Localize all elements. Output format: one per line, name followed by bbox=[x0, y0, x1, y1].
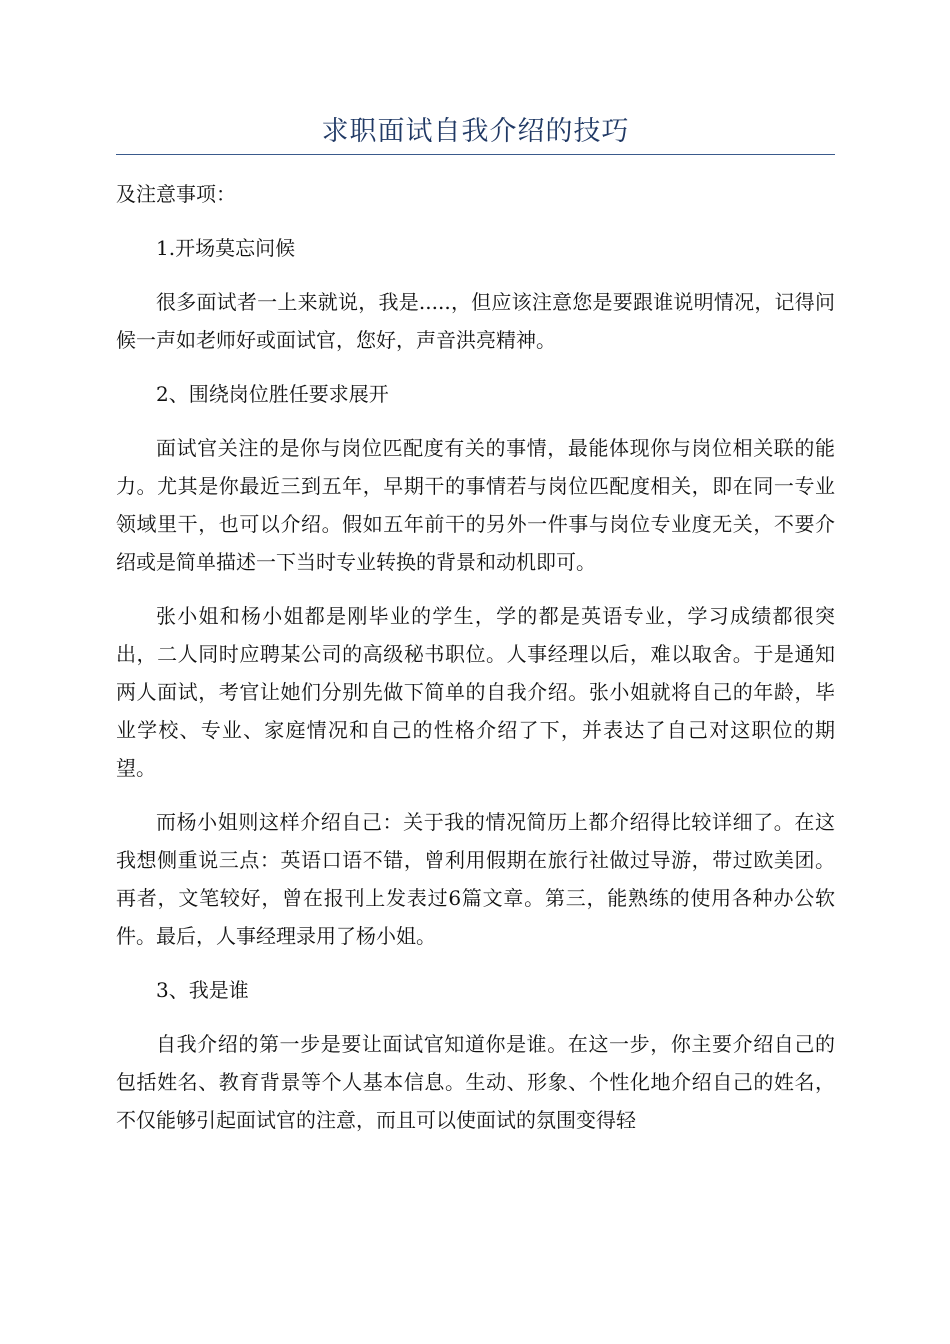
paragraph-intro: 及注意事项： bbox=[116, 182, 236, 206]
paragraph: 面试官关注的是你与岗位匹配度有关的事情，最能体现你与岗位相关联的能力。尤其是你最近三到五年，早期干的事情若与岗位匹配度相关，即在同一专业领域里干，也可以介绍。假如五年前干的另外一件事与岗位专业度无关，不要介绍或是简单描述一下当时专业转换的背景和动机即可。 bbox=[116, 436, 835, 574]
section-heading-1: 1.开场莫忘问候 bbox=[156, 236, 296, 260]
document-body bbox=[116, 175, 835, 1155]
section-heading-3: 3、我是谁 bbox=[156, 978, 249, 1002]
paragraph: 自我介绍的第一步是要让面试官知道你是谁。在这一步，你主要介绍自己的包括姓名、教育背景等个人基本信息。生动、形象、个性化地介绍自己的姓名，不仅能够引起面试官的注意，而且可以使面试的氛围变得轻 bbox=[116, 1032, 835, 1132]
paragraph: 张小姐和杨小姐都是刚毕业的学生，学的都是英语专业，学习成绩都很突出，二人同时应聘某公司的高级秘书职位。人事经理以后，难以取舍。于是通知两人面试，考官让她们分别先做下简单的自我介绍。张小姐就将自己的年龄，毕业学校、专业、家庭情况和自己的性格介绍了下，并表达了自己对这职位的期望。 bbox=[116, 604, 835, 780]
paragraph: 而杨小姐则这样介绍自己：关于我的情况简历上都介绍得比较详细了。在这我想侧重说三点：英语口语不错，曾利用假期在旅行社做过导游，带过欧美团。再者，文笔较好，曾在报刊上发表过6篇文章。第三，能熟练的使用各种办公软件。最后，人事经理录用了杨小姐。 bbox=[116, 810, 835, 948]
section-heading-2: 2、围绕岗位胜任要求展开 bbox=[156, 382, 389, 406]
title-underline bbox=[116, 154, 835, 155]
paragraph: 很多面试者一上来就说，我是.....，但应该注意您是要跟谁说明情况，记得问候一声如老师好或面试官，您好，声音洪亮精神。 bbox=[116, 290, 835, 352]
document-title: 求职面试自我介绍的技巧 bbox=[321, 116, 630, 147]
